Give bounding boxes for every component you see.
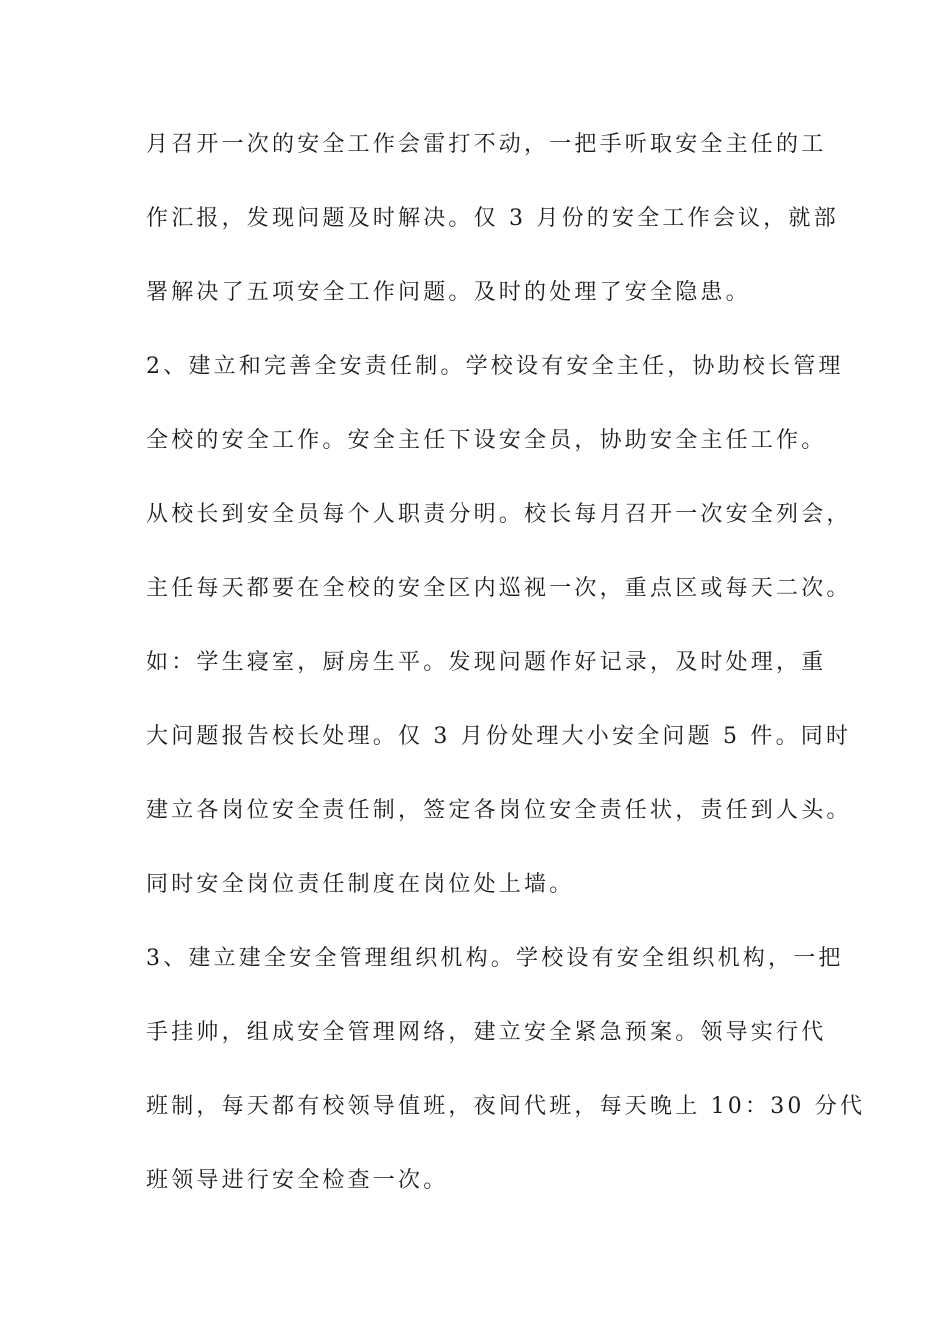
text-line-7: 主任每天都要在全校的安全区内巡视一次，重点区或每天二次。 [146,576,852,601]
text-line-14: 班制，每天都有校领导值班，夜间代班，每天晚上 10：30 分代 [146,1094,866,1119]
text-line-3: 署解决了五项安全工作问题。及时的处理了安全隐患。 [146,280,751,305]
text-line-10: 建立各岗位安全责任制，签定各岗位安全责任状，责任到人头。 [146,798,852,823]
text-line-5: 全校的安全工作。安全主任下设安全员，协助安全主任工作。 [146,428,827,453]
text-line-11: 同时安全岗位责任制度在岗位处上墙。 [146,872,575,897]
text-line-4: 2、建立和完善全安责任制。学校设有安全主任，协助校长管理 [146,354,844,379]
text-line-8: 如：学生寝室，厨房生平。发现问题作好记录，及时处理，重 [146,650,827,675]
text-line-13: 手挂帅，组成安全管理网络，建立安全紧急预案。领导实行代 [146,1020,827,1045]
document-body-text [146,132,866,1242]
text-line-6: 从校长到安全员每个人职责分明。校长每月召开一次安全列会， [146,502,852,527]
text-line-12: 3、建立建全安全管理组织机构。学校设有安全组织机构，一把 [146,946,844,971]
text-line-9: 大问题报告校长处理。仅 3 月份处理大小安全问题 5 件。同时 [146,724,852,749]
text-line-1: 月召开一次的安全工作会雷打不动，一把手听取安全主任的工 [146,132,827,157]
text-line-15: 班领导进行安全检查一次。 [146,1168,449,1193]
text-line-2: 作汇报，发现问题及时解决。仅 3 月份的安全工作会议，就部 [146,206,839,231]
